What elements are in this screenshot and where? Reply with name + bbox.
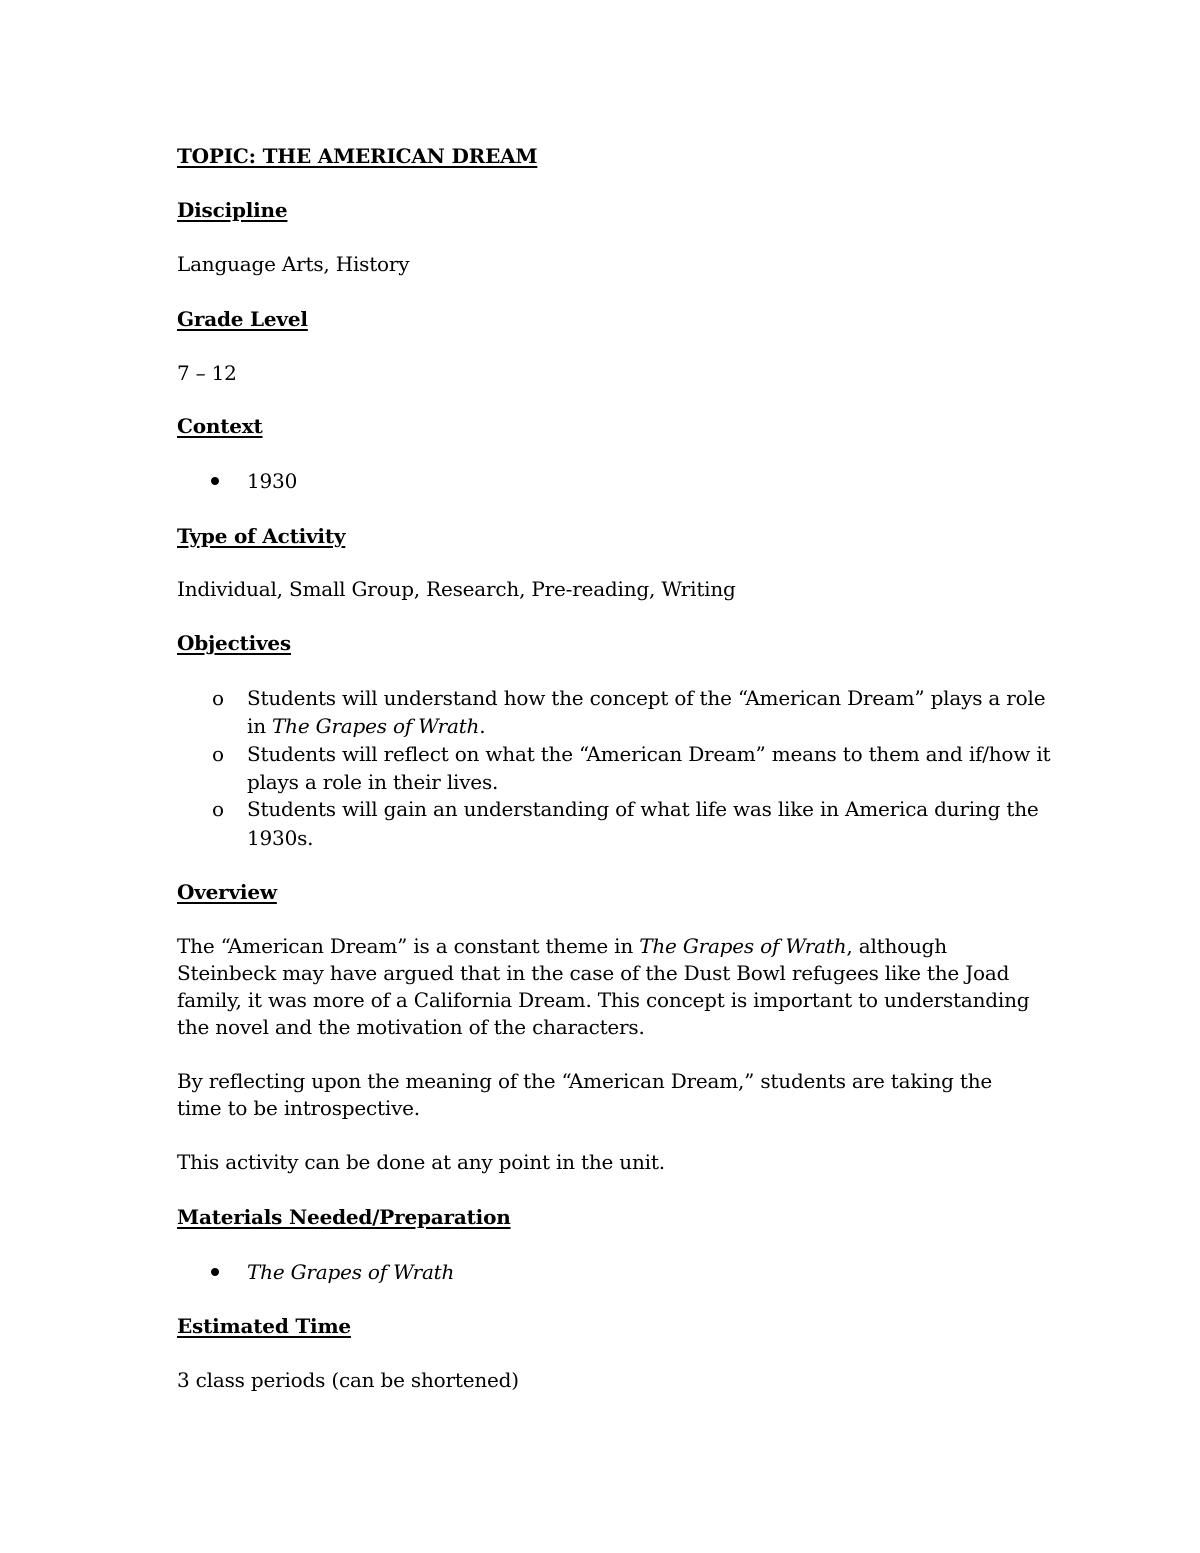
objective-3-line-2: 1930s. bbox=[247, 826, 314, 850]
objective-2-line-2: plays a role in their lives. bbox=[247, 770, 499, 794]
bullet-icon bbox=[211, 1268, 219, 1276]
context-heading: Context bbox=[177, 414, 263, 438]
materials-book-title: The Grapes of Wrath bbox=[247, 1260, 455, 1284]
discipline-value: Language Arts, History bbox=[177, 252, 410, 276]
objective-2-line-1: Students will reflect on what the “American Dream” means to them and if/how it bbox=[247, 742, 1051, 766]
discipline-heading: Discipline bbox=[177, 198, 288, 222]
grade-level-value: 7 – 12 bbox=[177, 361, 237, 385]
overview-paragraph-3: This activity can be done at any point in the unit. bbox=[177, 1150, 665, 1174]
objective-1-line-2 bbox=[247, 712, 485, 740]
objective-bullet-icon: o bbox=[212, 797, 225, 821]
activity-type-value: Individual, Small Group, Research, Pre-reading, Writing bbox=[177, 577, 736, 601]
bullet-icon bbox=[211, 477, 219, 485]
objectives-heading: Objectives bbox=[177, 631, 291, 655]
context-item: 1930 bbox=[247, 469, 298, 493]
materials-item bbox=[247, 1258, 454, 1286]
objective-1-suffix: . bbox=[479, 714, 486, 738]
objective-bullet-icon: o bbox=[212, 742, 225, 766]
overview-p1-end: , although Steinbeck may have argued that in the case of the Dust Bowl refugees like the Joad family, it was more of a California Dream. This concept is important to understanding the novel and the motivation of the characters. bbox=[177, 934, 1030, 1039]
overview-book-title: The Grapes of Wrath bbox=[639, 934, 847, 958]
materials-heading: Materials Needed/Preparation bbox=[177, 1205, 511, 1229]
page-title: TOPIC: THE AMERICAN DREAM bbox=[177, 144, 538, 168]
objective-1-book-title: The Grapes of Wrath bbox=[272, 714, 480, 738]
estimated-time-heading: Estimated Time bbox=[177, 1314, 351, 1338]
overview-heading: Overview bbox=[177, 880, 277, 904]
activity-type-heading: Type of Activity bbox=[177, 524, 346, 548]
overview-paragraph-1 bbox=[177, 933, 1037, 1041]
objective-1-prefix: in bbox=[247, 714, 273, 738]
overview-paragraph-2: By reflecting upon the meaning of the “American Dream,” students are taking the time to be introspective. bbox=[177, 1069, 993, 1120]
estimated-time-value: 3 class periods (can be shortened) bbox=[177, 1368, 519, 1392]
objective-3-line-1: Students will gain an understanding of what life was like in America during the bbox=[247, 797, 1039, 821]
overview-p1-start: The “American Dream” is a constant theme in bbox=[177, 934, 640, 958]
objective-1-line-1: Students will understand how the concept of the “American Dream” plays a role bbox=[247, 686, 1046, 710]
objective-bullet-icon: o bbox=[212, 686, 225, 710]
grade-level-heading: Grade Level bbox=[177, 307, 308, 331]
